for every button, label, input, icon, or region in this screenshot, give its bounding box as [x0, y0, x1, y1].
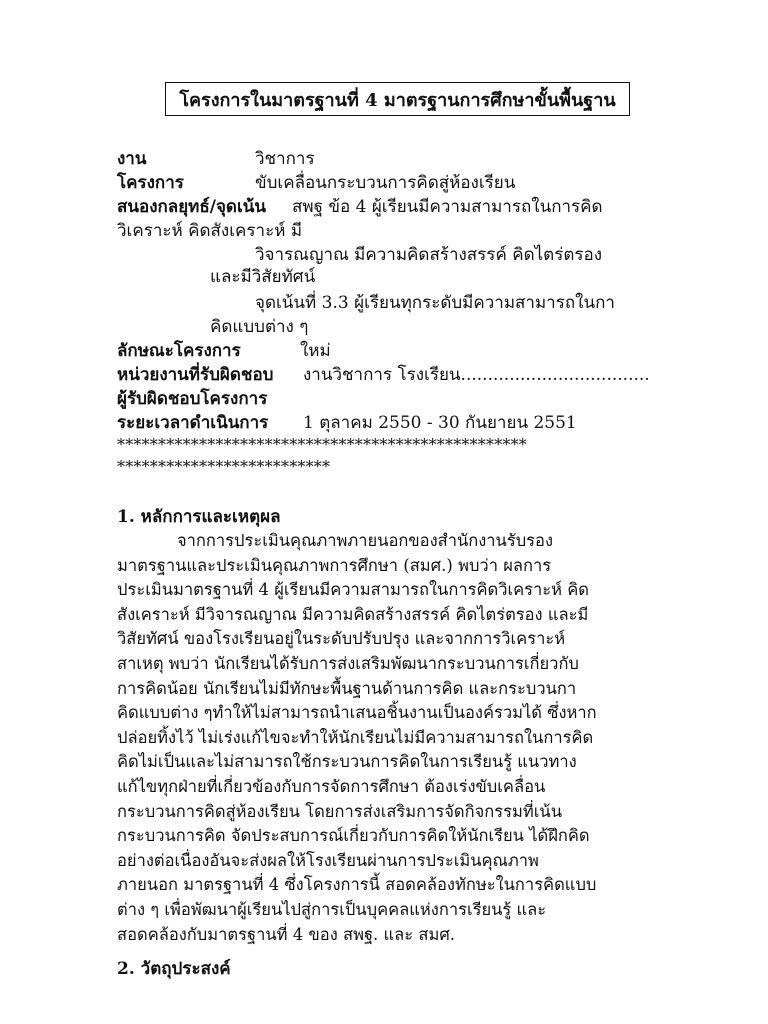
strategy-value-6: คิดแบบต่าง ๆ	[210, 317, 309, 337]
separator-stars-1: **************************************************	[117, 435, 527, 454]
type-value: ใหม่	[300, 341, 331, 361]
paragraph-line: มาตรฐานและประเมินคุณภาพการศึกษา (สมศ.) พบว่า ผลการ	[117, 555, 552, 575]
paragraph-line: สอดคล้องกับมาตรฐานที่ 4 ของ สพฐ. และ สมศ.	[117, 924, 456, 944]
strategy-value-2: วิเคราะห์ คิดสังเคราะห์ มี	[117, 221, 303, 241]
paragraph-line: จากการประเมินคุณภาพภายนอกของสำนักงานรับรอง	[177, 531, 554, 550]
unit-value: งานวิชาการ โรงเรียน...................................	[303, 365, 650, 385]
paragraph-line: การคิดน้อย นักเรียนไม่มีทักษะพื้นฐานด้านการคิด และกระบวนกา	[117, 678, 577, 698]
project-label: โครงการ	[117, 173, 184, 193]
document-title: โครงการในมาตรฐานที่ 4 มาตรฐานการศึกษาขั้นพื้นฐาน	[165, 82, 630, 116]
section1-heading: 1. หลักการและเหตุผล	[117, 507, 281, 527]
strategy-value-4: และมีวิสัยทัศน์	[210, 267, 316, 287]
work-row	[117, 147, 146, 171]
paragraph-line: ปล่อยทิ้งไว้ ไม่เร่งแก้ไขจะทำให้นักเรียนไม่มีความสามารถในการคิด	[117, 727, 594, 747]
owner-label: ผู้รับผิดชอบโครงการ	[117, 389, 268, 409]
project-value: ขับเคลื่อนกระบวนการคิดสู่ห้องเรียน	[255, 173, 516, 193]
strategy-value-1: สพฐ ข้อ 4 ผู้เรียนมีความสามารถในการคิด	[292, 197, 603, 217]
paragraph-line: สาเหตุ พบว่า นักเรียนได้รับการส่งเสริมพัฒนากระบวนการเกี่ยวกับ	[117, 653, 579, 673]
work-label: งาน	[117, 149, 147, 169]
paragraph-line: คิดแบบต่าง ๆทำให้ไม่สามารถนำเสนอชิ้นงานเป็นองค์รวมได้ ซึ่งหาก	[117, 703, 597, 723]
paragraph-line: วิสัยทัศน์ ของโรงเรียนอยู่ในระดับปรับปรุง และจากการวิเคราะห์	[117, 629, 566, 649]
section1-paragraph	[117, 529, 652, 947]
strategy-value-3: วิจารณญาณ มีความคิดสร้างสรรค์ คิดไตร่ตรอง	[255, 245, 603, 265]
unit-label: หน่วยงานที่รับผิดชอบ	[117, 365, 274, 385]
paragraph-line: ต่าง ๆ เพื่อพัฒนาผู้เรียนไปสู่การเป็นบุคคลแห่งการเรียนรู้ และ	[117, 899, 547, 919]
paragraph-line: แก้ไขทุกฝ่ายที่เกี่ยวข้องกับการจัดการศึกษา ต้องเร่งขับเคลื่อน	[117, 776, 546, 796]
paragraph-line: ประเมินมาตรฐานที่ 4 ผู้เรียนมีความสามารถในการคิดวิเคราะห์ คิด	[117, 580, 590, 600]
paragraph-line: ภายนอก มาตรฐานที่ 4 ซึ่งโครงการนี้ สอดคล้องทักษะในการคิดแบบ	[117, 875, 597, 895]
strategy-value-5: จุดเน้นที่ 3.3 ผู้เรียนทุกระดับมีความสามารถในกา	[255, 293, 615, 313]
type-label: ลักษณะโครงการ	[117, 341, 241, 361]
period-value: 1 ตุลาคม 2550 - 30 กันยายน 2551	[303, 413, 577, 433]
work-value: วิชาการ	[255, 149, 315, 169]
period-label: ระยะเวลาดำเนินการ	[117, 413, 269, 433]
strategy-label: สนองกลยุทธ์/จุดเน้น	[117, 197, 267, 217]
section2-heading: 2. วัตถุประสงค์	[117, 959, 231, 979]
paragraph-line: คิดไม่เป็นและไม่สามารถใช้กระบวนการคิดในการเรียนรู้ แนวทาง	[117, 752, 577, 772]
separator-stars-2: **************************	[117, 457, 331, 476]
paragraph-line: กระบวนการคิดสู่ห้องเรียน โดยการส่งเสริมการจัดกิจกรรมที่เน้น	[117, 801, 562, 821]
paragraph-line: สังเคราะห์ มีวิจารณญาณ มีความคิดสร้างสรรค์ คิดไตร่ตรอง และมี	[117, 604, 589, 624]
paragraph-line: อย่างต่อเนื่องอันจะส่งผลให้โรงเรียนผ่านการประเมินคุณภาพ	[117, 850, 539, 870]
paragraph-line: กระบวนการคิด จัดประสบการณ์เกี่ยวกับการคิดให้นักเรียน ได้ฝึกคิด	[117, 826, 590, 846]
